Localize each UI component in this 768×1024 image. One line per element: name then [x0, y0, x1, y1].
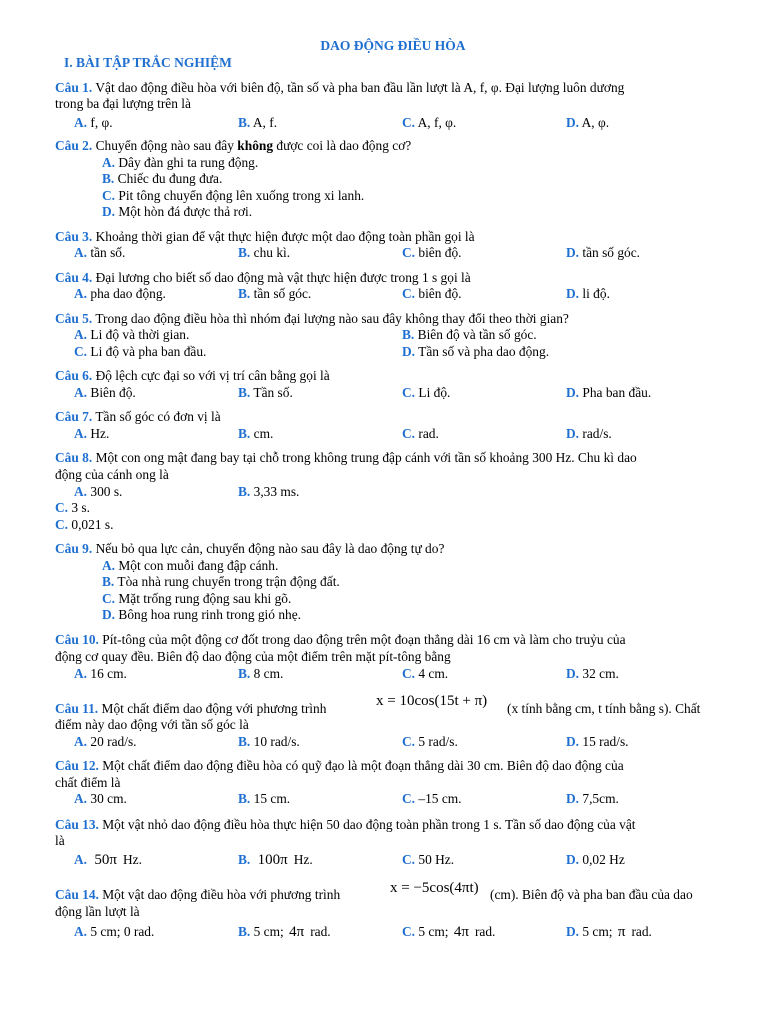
question-line: Câu 13. Một vật nhỏ dao động điều hòa thực hiện 50 dao động toàn phần trong 1 s. Tần số dao động của vật — [55, 817, 636, 832]
equation-formula: x = −5cos(4πt) — [390, 880, 479, 896]
question-line: là — [55, 833, 65, 848]
option-c: C. 4 cm. — [402, 666, 449, 681]
option-a: A. 20 rad/s. — [74, 734, 137, 749]
question-line: Câu 7. Tần số góc có đơn vị là — [55, 409, 221, 424]
question-line: điểm này dao động với tần số góc là — [55, 717, 249, 732]
option-a: A. 5 cm; 0 rad. — [74, 924, 155, 939]
question-line: Câu 3. Khoảng thời gian để vật thực hiện được một dao động toàn phần gọi là — [55, 229, 475, 244]
option-d: D. A, φ. — [566, 115, 610, 130]
option-a: A. 30 cm. — [74, 791, 127, 806]
option-d: D. 32 cm. — [566, 666, 619, 681]
question-line: Câu 11. Một chất điểm dao động với phương trình — [55, 701, 327, 716]
option-b: B. Biên độ và tần số góc. — [402, 327, 537, 342]
option-c: C. –15 cm. — [402, 791, 462, 806]
option-d: D. tần số góc. — [566, 245, 641, 260]
question-line: Câu 9. Nếu bỏ qua lực cản, chuyển động nào sau đây là dao động tự do? — [55, 541, 445, 556]
option-a: A. 50π Hz. — [74, 852, 142, 868]
option-c: C. 5 rad/s. — [402, 734, 458, 749]
option-b: B. Tần số. — [238, 385, 293, 400]
question-line: động của cánh ong là — [55, 467, 169, 482]
option-c: C. Li độ. — [402, 385, 451, 400]
question-line: (cm). Biên độ và pha ban đầu của dao — [490, 887, 693, 902]
option-b: B. cm. — [238, 426, 274, 441]
question-line: (x tính bằng cm, t tính bằng s). Chất — [507, 701, 701, 716]
math-expression: 50π — [94, 852, 117, 868]
option-c-second: C. 0,021 s. — [55, 517, 114, 532]
option-c: C. biên độ. — [402, 286, 462, 301]
option-b: B. Tòa nhà rung chuyển trong trận động đất. — [102, 574, 340, 589]
option-c: C. A, f, φ. — [402, 115, 457, 130]
equation-formula: x = 10cos(15t + π) — [376, 693, 488, 709]
option-c: C. Li độ và pha ban đầu. — [74, 344, 207, 359]
section-heading: I. BÀI TẬP TRẮC NGHIỆM — [64, 55, 232, 70]
option-d: D. 5 cm; π rad. — [566, 924, 652, 940]
option-a: A. 16 cm. — [74, 666, 127, 681]
option-a: A. Một con muỗi đang đập cánh. — [102, 558, 279, 573]
option-d: D. 15 rad/s. — [566, 734, 629, 749]
option-a: A. Li độ và thời gian. — [74, 327, 190, 342]
option-d: D. 0,02 Hz — [566, 852, 625, 867]
option-a: A. tần số. — [74, 245, 126, 260]
math-expression: π — [617, 924, 626, 940]
option-a: A. Hz. — [74, 426, 110, 441]
option-d: D. 7,5cm. — [566, 791, 619, 806]
math-expression: 4π — [453, 924, 469, 940]
question-line: Câu 6. Độ lệch cực đại so với vị trí cân bằng gọi là — [55, 368, 330, 383]
option-b: B. 15 cm. — [238, 791, 291, 806]
option-c: C. rad. — [402, 426, 439, 441]
option-d: D. Tần số và pha dao động. — [402, 344, 550, 359]
option-c: C. Mặt trống rung động sau khi gõ. — [102, 591, 292, 606]
document-title: DAO ĐỘNG ĐIỀU HÒA — [320, 38, 466, 53]
option-d: D. Bông hoa rung rinh trong gió nhẹ. — [102, 607, 302, 622]
option-a: A. Biên độ. — [74, 385, 136, 400]
question-line: động cơ quay đều. Biên độ dao động của một điểm trên mặt pít-tông bằng — [55, 649, 451, 664]
question-line: Câu 10. Pít-tông của một động cơ đốt trong dao động trên một đoạn thẳng dài 16 cm và làm cho truỷu của — [55, 632, 626, 647]
option-a: A. f, φ. — [74, 115, 113, 130]
question-label: Câu 1. — [55, 80, 93, 95]
option-b: B. 3,33 ms. — [238, 484, 300, 499]
option-b: B. A, f. — [238, 115, 278, 130]
question-line: Câu 8. Một con ong mật đang bay tại chỗ trong không trung đập cánh với tần số khoảng 300 Hz. Chu kì dao — [55, 450, 637, 465]
question-line: động lần lượt là — [55, 904, 140, 919]
question-line: Câu 12. Một chất điểm dao động điều hòa có quỹ đạo là một đoạn thẳng dài 30 cm. Biên độ dao động của — [55, 758, 624, 773]
option-d: D. rad/s. — [566, 426, 612, 441]
question-line: chất điểm là — [55, 775, 121, 790]
question-line: trong ba đại lượng trên là — [55, 96, 191, 111]
question-line: Câu 4. Đại lương cho biết số dao động mà vật thực hiện được trong 1 s gọi là — [55, 270, 471, 285]
math-expression: 4π — [289, 924, 305, 940]
option-c: C. 5 cm; 4π rad. — [402, 924, 496, 940]
option-d: D. li độ. — [566, 286, 610, 301]
option-b: B. 10 rad/s. — [238, 734, 300, 749]
option-a: A. pha dao động. — [74, 286, 166, 301]
question-line: Câu 5. Trong dao động điều hòa thì nhóm đại lượng nào sau đây không thay đổi theo thời gian? — [55, 311, 569, 326]
question-line: Câu 1. Vật dao động điều hòa với biên độ, tần số và pha ban đầu lần lượt là A, f, φ. Đại lượng luôn dương — [55, 80, 625, 95]
option-b: B. chu kì. — [238, 245, 291, 260]
option-b: B. 8 cm. — [238, 666, 284, 681]
option-c: C. 50 Hz. — [402, 852, 455, 867]
option-b: B. tần số góc. — [238, 286, 312, 301]
option-d: D. Pha ban đầu. — [566, 385, 652, 400]
option-a: A. Dây đàn ghi ta rung động. — [102, 155, 259, 170]
math-expression: 100π — [257, 852, 288, 868]
option-c: C. Pit tông chuyển động lên xuống trong xi lanh. — [102, 188, 365, 203]
option-b: B. 5 cm; 4π rad. — [238, 924, 331, 940]
question-line: Câu 2. Chuyển động nào sau đây không được coi là dao động cơ? — [55, 138, 412, 153]
option-a: A. 300 s. — [74, 484, 123, 499]
question-line: Câu 14. Một vật dao động điều hòa với phương trình — [55, 887, 341, 902]
option-c: C. biên độ. — [402, 245, 462, 260]
option-b: B. 100π Hz. — [238, 852, 313, 868]
option-d: D. Một hòn đá được thả rơi. — [102, 204, 253, 219]
option-b: B. Chiếc đu đung đưa. — [102, 171, 223, 186]
option-c: C. 3 s. — [55, 500, 90, 515]
emphasis-not: không — [237, 138, 274, 153]
